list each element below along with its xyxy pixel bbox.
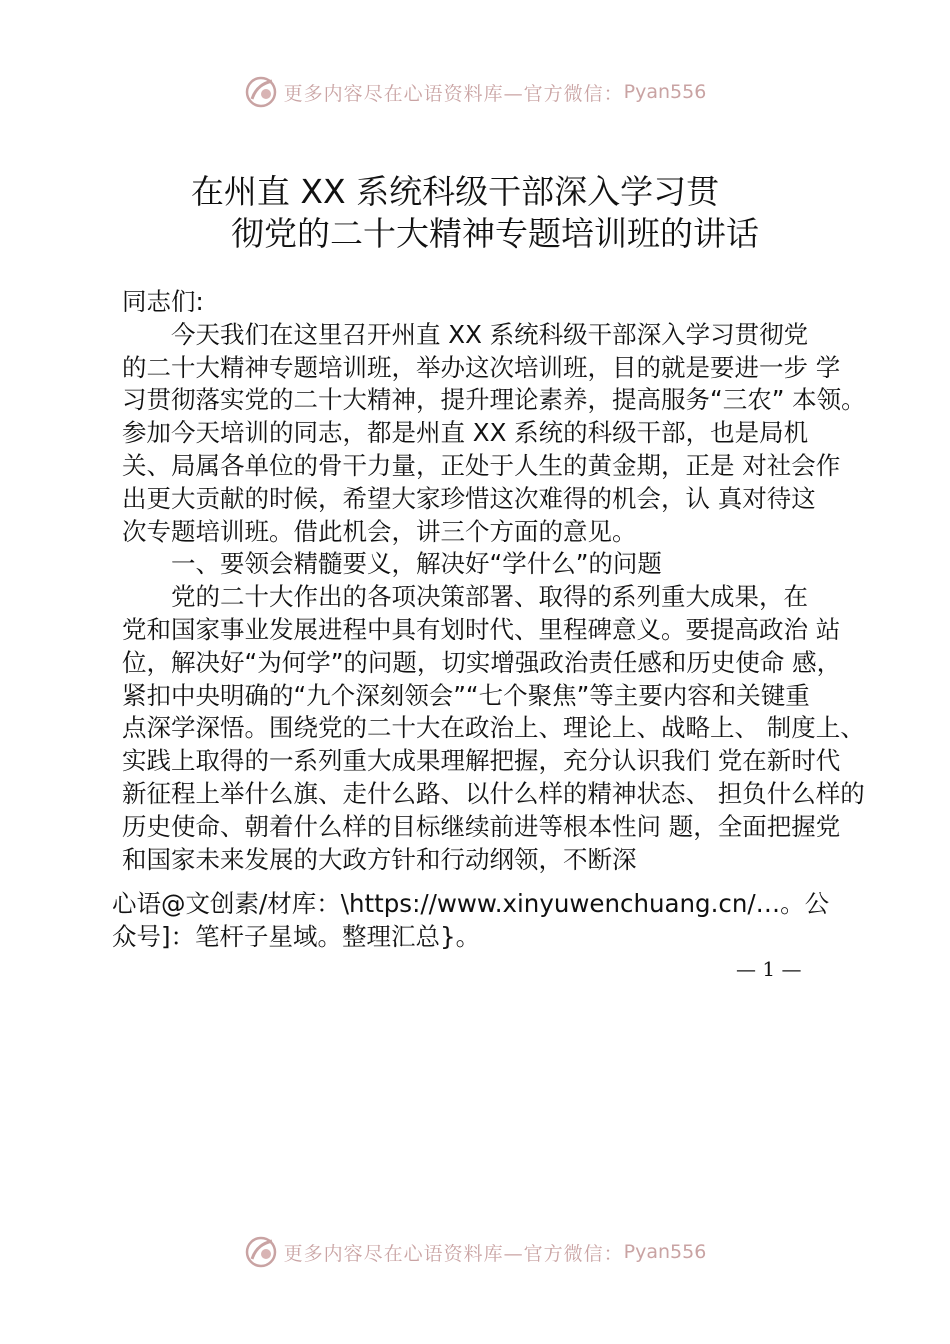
document-title-line-1: 在州直 XX 系统科级干部深入学习贯 <box>190 172 720 211</box>
paragraph-1-line: 今天我们在这里召开州直 XX 系统科级干部深入学习贯彻党 <box>171 319 809 349</box>
paragraph-1-line: 的二十大精神专题培训班，举办这次培训班，目的就是要进一步 学 <box>122 352 841 382</box>
paragraph-2-line: 历史使命、朝着什么样的目标继续前进等根本性问 题，全面把握党 <box>122 811 841 841</box>
brand-logo-icon <box>244 75 278 109</box>
paragraph-2-line: 和国家未来发展的大政方针和行动纲领，不断深 <box>122 844 637 874</box>
watermark-wechat-id: Pyan556 <box>623 81 707 103</box>
brand-logo-icon <box>244 1235 278 1269</box>
watermark-top <box>0 72 950 112</box>
paragraph-2-line: 点深学深悟。围绕党的二十大在政治上、理论上、战略上、 制度上、 <box>122 713 865 743</box>
paragraph-2-line: 位，解决好“为何学”的问题，切实增强政治责任感和历史使命 感， <box>122 647 842 677</box>
paragraph-2-line: 新征程上举什么旗、走什么路、以什么样的精神状态、 担负什么样的 <box>122 778 865 808</box>
section-1-heading: 一、要领会精髓要义，解决好“学什么”的问题 <box>171 549 662 579</box>
paragraph-1-line: 习贯彻落实党的二十大精神，提升理论素养，提高服务“三农” 本领。 <box>122 385 866 415</box>
source-note <box>112 888 852 954</box>
paragraph-2-line: 党和国家事业发展进程中具有划时代、里程碑意义。要提高政治 站 <box>122 614 841 644</box>
paragraph-2-line: 实践上取得的一系列重大成果理解把握，充分认识我们 党在新时代 <box>122 746 841 776</box>
document-body <box>122 286 866 876</box>
watermark-text: 更多内容尽在心语资料库—官方微信： <box>283 1242 624 1265</box>
paragraph-1-line: 关、局属各单位的骨干力量，正处于人生的黄金期，正是 对社会作 <box>122 450 841 480</box>
paragraph-1-line: 出更大贡献的时候，希望大家珍惜这次难得的机会，认 真对待这 <box>122 483 816 513</box>
source-note-line: 心语@文创素/材库：\https://www.xinyuwenchuang.cn/…。公 <box>112 889 830 918</box>
paragraph-1-line: 次专题培训班。借此机会，讲三个方面的意见。 <box>122 516 637 546</box>
source-note-line: 众号]：笔杆子星域。整理汇总}。 <box>112 921 481 951</box>
watermark-bottom <box>0 1232 950 1272</box>
paragraph-2-line: 紧扣中央明确的“九个深刻领会”“七个聚焦”等主要内容和关键重 <box>122 680 810 710</box>
watermark-text: 更多内容尽在心语资料库—官方微信： <box>283 82 624 105</box>
watermark-wechat-id: Pyan556 <box>623 1241 707 1263</box>
document-title-line-2: 彻党的二十大精神专题培训班的讲话 <box>231 214 759 253</box>
paragraph-1-line: 参加今天培训的同志，都是州直 XX 系统的科级干部，也是局机 <box>122 418 809 448</box>
page-number: — 1 — <box>736 957 802 981</box>
paragraph-2-line: 党的二十大作出的各项决策部署、取得的系列重大成果，在 <box>171 582 808 612</box>
greeting: 同志们: <box>122 287 204 316</box>
